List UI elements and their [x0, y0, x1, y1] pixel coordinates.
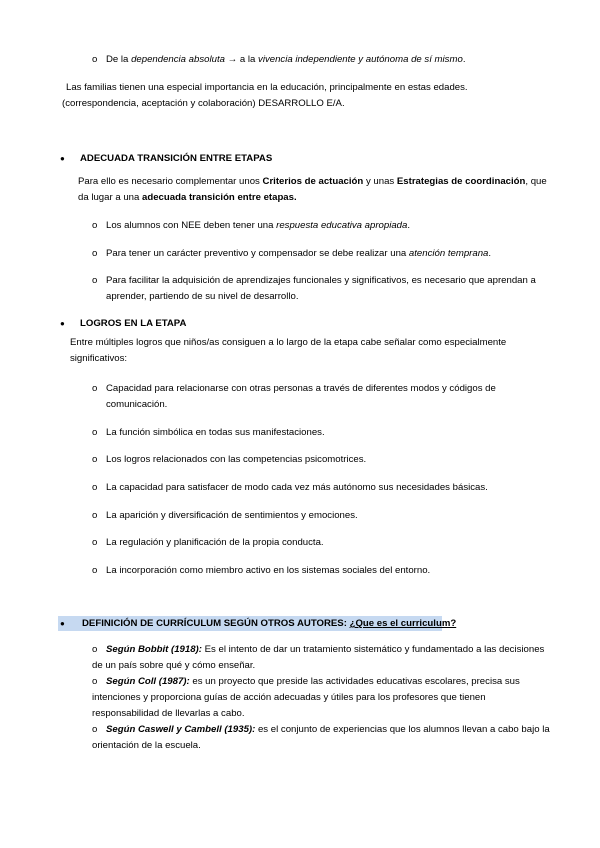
- list-marker: o: [92, 220, 98, 231]
- list-item: [106, 218, 410, 234]
- paragraph-line: [78, 174, 547, 190]
- text-run: Para ello es necesario complementar unos: [78, 176, 263, 187]
- list-item-line: Capacidad para relacionarse con otras personas a través de diferentes modos y códigos de: [106, 383, 496, 394]
- list-marker: o: [92, 427, 98, 438]
- text-run: De la: [106, 54, 132, 65]
- list-item: Los logros relacionados con las competencias psicomotrices.: [106, 454, 367, 465]
- list-item: La incorporación como miembro activo en los sistemas sociales del entorno.: [106, 565, 431, 576]
- text-run: y unas: [363, 176, 397, 187]
- text-run: → a la: [224, 54, 259, 65]
- text-run: ¿Que es el curriculum?: [349, 618, 457, 629]
- author-line: responsabilidad de llevarlas a cabo.: [92, 708, 245, 719]
- text-run: Los alumnos con NEE deben tener una: [106, 220, 277, 231]
- author-name: Según Caswell y Cambell (1935):: [106, 724, 256, 735]
- author-line: [106, 642, 544, 658]
- list-marker: o: [92, 54, 98, 65]
- list-item: La aparición y diversificación de sentimientos y emociones.: [106, 510, 358, 521]
- text-run: atención temprana: [408, 248, 489, 259]
- section-heading: ADECUADA TRANSICIÓN ENTRE ETAPAS: [80, 153, 273, 164]
- section-heading: LOGROS EN LA ETAPA: [80, 318, 187, 329]
- list-item: La regulación y planificación de la propia conducta.: [106, 537, 324, 548]
- author-line: [106, 722, 550, 738]
- text-run: adecuada transición entre etapas.: [142, 192, 297, 203]
- text-run: .: [488, 248, 492, 259]
- section-heading: [82, 616, 456, 632]
- bullet-icon: ●: [60, 154, 65, 163]
- list-marker: o: [92, 510, 98, 521]
- author-line: orientación de la escuela.: [92, 740, 201, 751]
- list-marker: o: [92, 248, 98, 259]
- list-item: [106, 246, 491, 262]
- list-marker: o: [92, 676, 98, 687]
- text-run: vivencia independiente y autónoma de sí mismo: [258, 54, 463, 65]
- list-marker: o: [92, 565, 98, 576]
- list-item-line: comunicación.: [106, 399, 168, 410]
- author-name: Según Coll (1987):: [106, 676, 190, 687]
- text-run: dependencia absoluta: [131, 54, 225, 65]
- text-run: DEFINICIÓN DE CURRÍCULUM SEGÚN OTROS AUTORES:: [82, 618, 350, 629]
- author-line: [106, 674, 520, 690]
- text-run: es un proyecto que preside las actividades educativas escolares, precisa sus: [189, 676, 520, 687]
- list-item: La función simbólica en todas sus manifestaciones.: [106, 427, 325, 438]
- list-marker: o: [92, 383, 98, 394]
- author-line: de un país sobre qué y cómo enseñar.: [92, 660, 256, 671]
- paragraph-line: Entre múltiples logros que niños/as consiguen a lo largo de la etapa cabe señalar como especialmente: [70, 337, 507, 348]
- text-run: , que: [525, 176, 547, 187]
- bullet-icon: ●: [60, 319, 65, 328]
- intro-bullet-text: [106, 52, 465, 68]
- bullet-icon: ●: [60, 619, 65, 628]
- paragraph-line: [78, 190, 297, 206]
- text-run: es el conjunto de experiencias que los alumnos llevan a cabo bajo la: [255, 724, 550, 735]
- text-run: Criterios de actuación: [262, 176, 364, 187]
- author-line: intenciones y proporciona guías de acción adecuadas y útiles para los profesores que tienen: [92, 692, 486, 703]
- text-run: Para tener un carácter preventivo y compensador se debe realizar una: [106, 248, 409, 259]
- intro-paragraph-line: Las familias tienen una especial importancia en la educación, principalmente en estas edades.: [66, 82, 468, 93]
- text-run: da lugar a una: [78, 192, 143, 203]
- list-marker: o: [92, 537, 98, 548]
- text-run: Es el intento de dar un tratamiento sistemático y fundamentado a las decisiones: [201, 644, 545, 655]
- list-item-line: aprender, partiendo de su nivel de desarrollo.: [106, 291, 299, 302]
- intro-paragraph-line: (correspondencia, aceptación y colaboración) DESARROLLO E/A.: [62, 98, 345, 109]
- list-marker: o: [92, 724, 98, 735]
- text-run: Estrategias de coordinación: [396, 176, 526, 187]
- text-run: respuesta educativa apropiada: [276, 220, 408, 231]
- list-item: La capacidad para satisfacer de modo cada vez más autónomo sus necesidades básicas.: [106, 482, 488, 493]
- list-marker: o: [92, 454, 98, 465]
- paragraph-line: significativos:: [70, 353, 128, 364]
- list-marker: o: [92, 644, 98, 655]
- text-run: .: [462, 54, 466, 65]
- list-marker: o: [92, 482, 98, 493]
- list-item-line: Para facilitar la adquisición de aprendizajes funcionales y significativos, es necesario que aprendan a: [106, 275, 536, 286]
- author-name: Según Bobbit (1918):: [106, 644, 202, 655]
- text-run: .: [407, 220, 411, 231]
- list-marker: o: [92, 275, 98, 286]
